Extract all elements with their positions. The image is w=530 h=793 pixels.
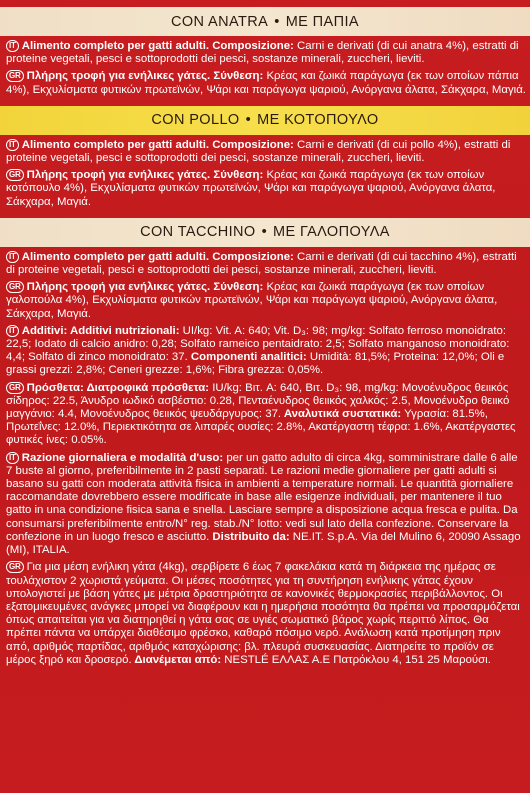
pollo-gr-text: Κρέας και ζωικά παράγωγα (εκ των οποίων κοτόπουλο 4%), Εκχυλίσματα φυτικών πρωτεϊνών, Ψάρι και παράγωγα ψαριού, Ανόργανα άλατα, Σάκχαρα, Μαγιά. bbox=[6, 169, 496, 208]
section-pollo bbox=[6, 139, 526, 209]
analytical-gr-text: Υγρασία: 81.5%, Πρωτεΐνες: 12.0%, Περιεκτικότητα σε λιπαρές ουσίες: 2.8%, Ακατέργαστη τέφρα: 1.6%, Ακατέργαστες φυτικές ίνες: 0.05%. bbox=[6, 408, 516, 447]
banner-anatra bbox=[0, 7, 530, 36]
anatra-it-heading: Alimento completo per gatti adulti. Composizione: bbox=[21, 40, 294, 52]
banner-tacchino bbox=[0, 218, 530, 247]
additives-gr-heading: Πρόσθετα: Διατροφικά πρόσθετα: bbox=[26, 381, 210, 394]
anatra-it-text: Carni e derivati (di cui anatra 4%), estratti di proteine vegetali, pesci e sottoprodotti dei pesci, sostanze minerali, zuccheri, lieviti. bbox=[6, 40, 519, 66]
banner-tacchino-it: CON TACCHINO bbox=[140, 224, 256, 241]
distributor-gr-text: NESTLÉ ΕΛΛΑΣ Α.Ε Πατρόκλου 4, 151 25 Μαρούσι. bbox=[221, 653, 491, 666]
pollo-it-paragraph bbox=[6, 139, 526, 165]
analytical-it-text: Umidità: 81,5%; Proteina: 12,0%; Oli e grassi grezzi: 2,8%; Ceneri grezze: 1,6%; Fibra grezza: 0,05%. bbox=[6, 351, 505, 377]
anatra-gr-heading: Πλήρης τροφή για ενήλικες γάτες. Σύνθεση: bbox=[26, 70, 264, 83]
banner-pollo-gr: ΜΕ ΚΟΤΟΠΟΥΛΟ bbox=[257, 112, 379, 129]
pollo-it-text: Carni e derivati (di cui pollo 4%), estratti di proteine vegetali, pesci e sottoprodotti dei pesci, sostanze minerali, zuccheri, lieviti. bbox=[6, 138, 511, 165]
tacchino-it-heading: Alimento completo per gatti adulti. Composizione: bbox=[21, 250, 294, 263]
italy-language-icon: IT bbox=[6, 251, 19, 263]
anatra-gr-text: Κρέας και ζωικά παράγωγα (εκ των οποίων πάπια 4%), Εκχυλίσματα φυτικών πρωτεϊνών, Ψάρι και παράγωγα ψαριού, Ανόργανα άλατα, Σάκχαρα, Μαγιά. bbox=[6, 70, 526, 96]
section-anatra bbox=[6, 40, 526, 97]
tacchino-it-paragraph bbox=[6, 251, 526, 277]
italy-language-icon: IT bbox=[6, 452, 19, 464]
greece-language-icon: GR bbox=[6, 281, 24, 293]
ration-gr-text: Για μια μέση ενήλικη γάτα (4kg), σερβίρετε 6 έως 7 φακελάκια κατά τη διάρκεια της ημέρας σε τουλάχιστον 2 χωριστά γεύματα. Οι μέσες ποσότητες για τη συντήρηση ενήλικης γάτας έχουν υπολογιστεί με βάση γάτες με μέτρια δραστηριότητα σε κανονικές θερμοκρασίες περιβάλλοντος. Οι εξατομικευμένες ανάγκες μπορεί να διαφέρουν και η ημερήσια ποσότητα θα πρέπει να προσαρμόζεται όπως απαιτείται για να διατηρηθεί η γάτα σας σε υγιές σωματικό βάρος χωρίς περιττό λίπος. Θα πρέπει πάντα να υπάρχει διαθέσιμο φρέσκο, καθαρό πόσιμο νερό. Ανάλωση κατά προτίμηση πριν από, αριθμός παρτίδας, αριθμός καταχώρισης: βλ. πλευρά συσκευασίας. Διατηρείτε το προϊόν σε μέρος ξηρό και δροσερό. bbox=[6, 561, 520, 666]
banner-anatra-gr: ΜΕ ΠΑΠΙΑ bbox=[285, 13, 359, 30]
italy-language-icon: IT bbox=[6, 325, 19, 337]
additives-it-text: UI/kg: Vit. A: 640; Vit. D₃: 98; mg/kg: Solfato ferroso monoidrato: 22,5; Iodato di calcio anidro: 0,28; Solfato rameico pentaidrato: 2,5; Solfato manganoso monoidrato: 4,4; Solfato di zinco monoidrato: 37. bbox=[6, 324, 510, 364]
ration-it-text: per un gatto adulto di circa 4kg, somministrare dalle 6 alle 7 buste al giorno, preferibilmente in 2 pasti separati. Le razioni medie giornaliere per gatti adulti si basano su gatti con moderata attività fisica in ambienti a temperature normali. Le quantità giornaliere raccomandate dovrebbero essere modificate in base alle esigenze individuali, per mantenere il tuo gatto in una condizione fisica sana e snella. Lasciare sempre a disposizione acqua fresca e pulita. Da consumarsi preferibilmente entro/N° reg. stab./N° lotto: vedi sul lato della confezione. Conservare la confezione in un luogo fresco e asciutto. bbox=[6, 451, 518, 543]
distributor-it-heading: Distribuito da: bbox=[209, 530, 290, 543]
banner-separator: • bbox=[261, 224, 268, 241]
ration-it-heading: Razione giornaliera e modalità d'uso: bbox=[21, 451, 224, 464]
anatra-it-paragraph bbox=[6, 40, 526, 66]
banner-anatra-it: CON ANATRA bbox=[171, 13, 269, 30]
tacchino-gr-paragraph bbox=[6, 281, 526, 321]
pollo-gr-heading: Πλήρης τροφή για ενήλικες γάτες. Σύνθεση: bbox=[26, 169, 264, 182]
distributor-it-text: NE.IT. S.p.A. Via del Mulino 6, 20090 Assago (MI), ITALIA. bbox=[6, 530, 521, 557]
pollo-it-heading: Alimento completo per gatti adulti. Composizione: bbox=[21, 138, 294, 151]
additives-it-heading: Additivi: Additivi nutrizionali: bbox=[21, 324, 180, 337]
additives-gr-text: IU/kg: Βιτ. A: 640, Βιτ. D₃: 98, mg/kg: Μονοένυδρος θειικός σίδηρος: 22.5, Άνυδρο ιωδικό ασβέστιο: 0.28, Πενταένυδρος θειικός χαλκός: 2.5, Μονοένυδρο θειικό μαγγάνιο: 4.4, Μονοένυδρος θειικός ψευδάργυρος: 37. bbox=[6, 381, 510, 421]
ration-gr-paragraph bbox=[6, 561, 526, 667]
additives-it-paragraph bbox=[6, 325, 526, 378]
section-tacchino bbox=[6, 251, 526, 667]
tacchino-it-text: Carni e derivati (di cui tacchino 4%), estratti di proteine vegetali, pesci e sottoprodotti dei pesci, sostanze minerali, zuccheri, lieviti. bbox=[6, 250, 517, 277]
italy-language-icon: IT bbox=[6, 40, 19, 52]
italy-language-icon: IT bbox=[6, 139, 19, 151]
ration-it-paragraph bbox=[6, 452, 526, 558]
banner-pollo bbox=[0, 106, 530, 135]
tacchino-gr-text: Κρέας και ζωικά παράγωγα (εκ των οποίων γαλοπούλα 4%), Εκχυλίσματα φυτικών πρωτεϊνών, Ψάρι και παράγωγα ψαριού, Ανόργανα άλατα, Σάκχαρα, Μαγιά. bbox=[6, 281, 498, 320]
greece-language-icon: GR bbox=[6, 382, 24, 394]
greece-language-icon: GR bbox=[6, 169, 24, 181]
additives-gr-paragraph bbox=[6, 382, 526, 448]
greece-language-icon: GR bbox=[6, 70, 24, 82]
analytical-it-heading: Componenti analitici: bbox=[187, 351, 307, 364]
greece-language-icon: GR bbox=[6, 561, 24, 573]
banner-pollo-it: CON POLLO bbox=[151, 112, 240, 129]
banner-tacchino-gr: ΜΕ ΓΑΛΟΠΟΥΛΑ bbox=[273, 224, 390, 241]
anatra-gr-paragraph bbox=[6, 70, 526, 96]
banner-separator: • bbox=[274, 13, 280, 30]
analytical-gr-heading: Αναλυτικά συστατικά: bbox=[281, 408, 402, 421]
pollo-gr-paragraph bbox=[6, 169, 526, 209]
tacchino-gr-heading: Πλήρης τροφή για ενήλικες γάτες. Σύνθεση: bbox=[26, 281, 264, 294]
distributor-gr-heading: Διανέμεται από: bbox=[131, 653, 222, 666]
banner-separator: • bbox=[245, 112, 252, 129]
